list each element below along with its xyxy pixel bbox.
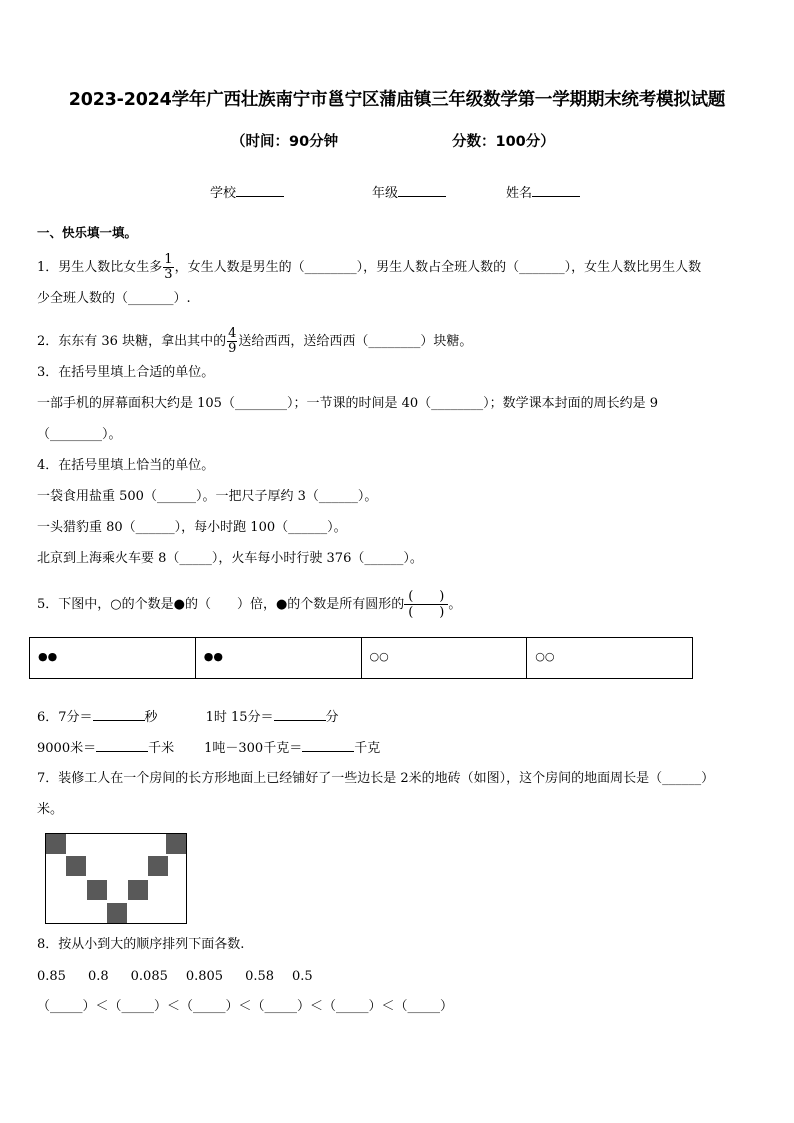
table-cell (30, 638, 196, 678)
question-4-line-2: 一袋食用盐重 500（______）。一把尺子厚约 3（______）。 (37, 489, 378, 504)
table-cell (527, 638, 692, 678)
question-7-line-1: 7．装修工人在一个房间的长方形地面上已经铺好了一些边长是 2米的地砖（如图），这个房间的地面周长是（______） (37, 771, 715, 786)
name-label: 姓名 (506, 186, 533, 201)
school-field (210, 182, 284, 201)
floor-tile (87, 880, 107, 900)
hollow-circles: ○○ (535, 650, 555, 663)
floor-tile (148, 856, 168, 876)
circles-table (29, 637, 693, 679)
order-answer-line: （_____）＜（_____）＜（_____）＜（_____）＜（_____）＜（_____） (37, 999, 454, 1014)
fraction-denominator: 9 (228, 341, 237, 356)
number-list (37, 968, 313, 986)
q6-text: 1吨－300千克＝ (204, 741, 303, 756)
question-3-line-2: 一部手机的屏幕面积大约是 105（________）；一节课的时间是 40（________）；数学课本封面的周长约是 9 (37, 396, 659, 411)
number-item: 0.58 (245, 969, 275, 984)
number-item: 0.5 (292, 969, 313, 984)
floor-tile (166, 834, 186, 854)
grade-blank (398, 184, 446, 197)
question-5 (37, 589, 461, 620)
grade-field (372, 182, 446, 201)
floor-tile (107, 903, 127, 923)
exam-title: 2023-2024学年广西壮族南宁市邕宁区蒲庙镇三年级数学第一学期期末统考模拟试题 (68, 90, 726, 110)
question-2-text-a: 2．东东有 36 块糖，拿出其中的 (37, 334, 227, 349)
question-2 (37, 327, 472, 356)
blank-numerator: ( ) (404, 589, 448, 605)
grade-label: 年级 (372, 186, 399, 201)
q6-unit: 秒 (144, 710, 158, 725)
section-heading: 一、快乐填一填。 (37, 225, 138, 240)
filled-circles: ●● (203, 650, 223, 663)
number-item: 0.085 (130, 969, 168, 984)
table-cell (196, 638, 362, 678)
answer-blank (93, 708, 145, 721)
hollow-circles: ○○ (369, 650, 389, 663)
filled-circles: ●● (38, 650, 58, 663)
answer-blank (274, 708, 326, 721)
question-6-row-2 (37, 739, 380, 758)
answer-blank (302, 739, 354, 752)
question-5-end: 。 (448, 597, 462, 612)
q6-unit: 分 (325, 710, 339, 725)
q6-unit: 千克 (354, 741, 381, 756)
question-8: 8．按从小到大的顺序排列下面各数. (37, 937, 245, 952)
floor-tile-diagram (45, 833, 187, 924)
name-field (506, 182, 580, 201)
fraction-denominator: 3 (164, 267, 173, 282)
table-cell (362, 638, 528, 678)
question-3-line-1: 3．在括号里填上合适的单位。 (37, 365, 215, 380)
fraction-numerator: 4 (228, 326, 237, 341)
q6-text: 1时 15分＝ (205, 710, 274, 725)
floor-tile (46, 834, 66, 854)
blank-fraction (404, 589, 448, 620)
question-5-text: 5．下图中，○的个数是●的（ ）倍，●的个数是所有圆形的 (37, 597, 405, 612)
answer-blank (96, 739, 148, 752)
school-blank (236, 184, 284, 197)
fraction-four-ninths (227, 327, 237, 356)
name-blank (532, 184, 580, 197)
question-4-line-3: 一头猎豹重 80（______），每小时跑 100（______）。 (37, 520, 347, 535)
question-1-text-a: 1．男生人数比女生多 (37, 260, 163, 275)
question-4-line-4: 北京到上海乘火车要 8（_____），火车每小时行驶 376（______）。 (37, 551, 423, 566)
fraction-numerator: 1 (164, 252, 173, 267)
exam-score: 分数：100分） (452, 134, 555, 150)
exam-time: （时间：90分钟 (231, 134, 339, 150)
blank-denominator: ( ) (408, 605, 445, 620)
question-1-line-2: 少全班人数的（_______）. (37, 291, 191, 306)
number-item: 0.85 (37, 969, 66, 984)
floor-tile (128, 880, 148, 900)
question-1-line-1 (37, 253, 701, 282)
question-6-row-1 (37, 708, 339, 727)
q6-text: 6．7分＝ (37, 710, 93, 725)
school-label: 学校 (210, 186, 237, 201)
q6-unit: 千米 (148, 741, 175, 756)
question-2-text-b: 送给西西，送给西西（________）块糖。 (238, 334, 473, 349)
floor-tile (66, 856, 86, 876)
number-item: 0.8 (87, 969, 109, 984)
exam-subtitle (0, 130, 794, 150)
question-4-line-1: 4．在括号里填上恰当的单位。 (37, 458, 215, 473)
question-1-text-b: ，女生人数是男生的（________），男生人数占全班人数的（_______），女生人数比男生人数 (174, 260, 702, 275)
question-3-line-3: （________）。 (37, 427, 122, 442)
q6-text: 9000米＝ (37, 741, 97, 756)
number-item: 0.805 (185, 969, 224, 984)
question-7-line-2: 米。 (37, 802, 64, 817)
fraction-one-third (163, 253, 173, 282)
